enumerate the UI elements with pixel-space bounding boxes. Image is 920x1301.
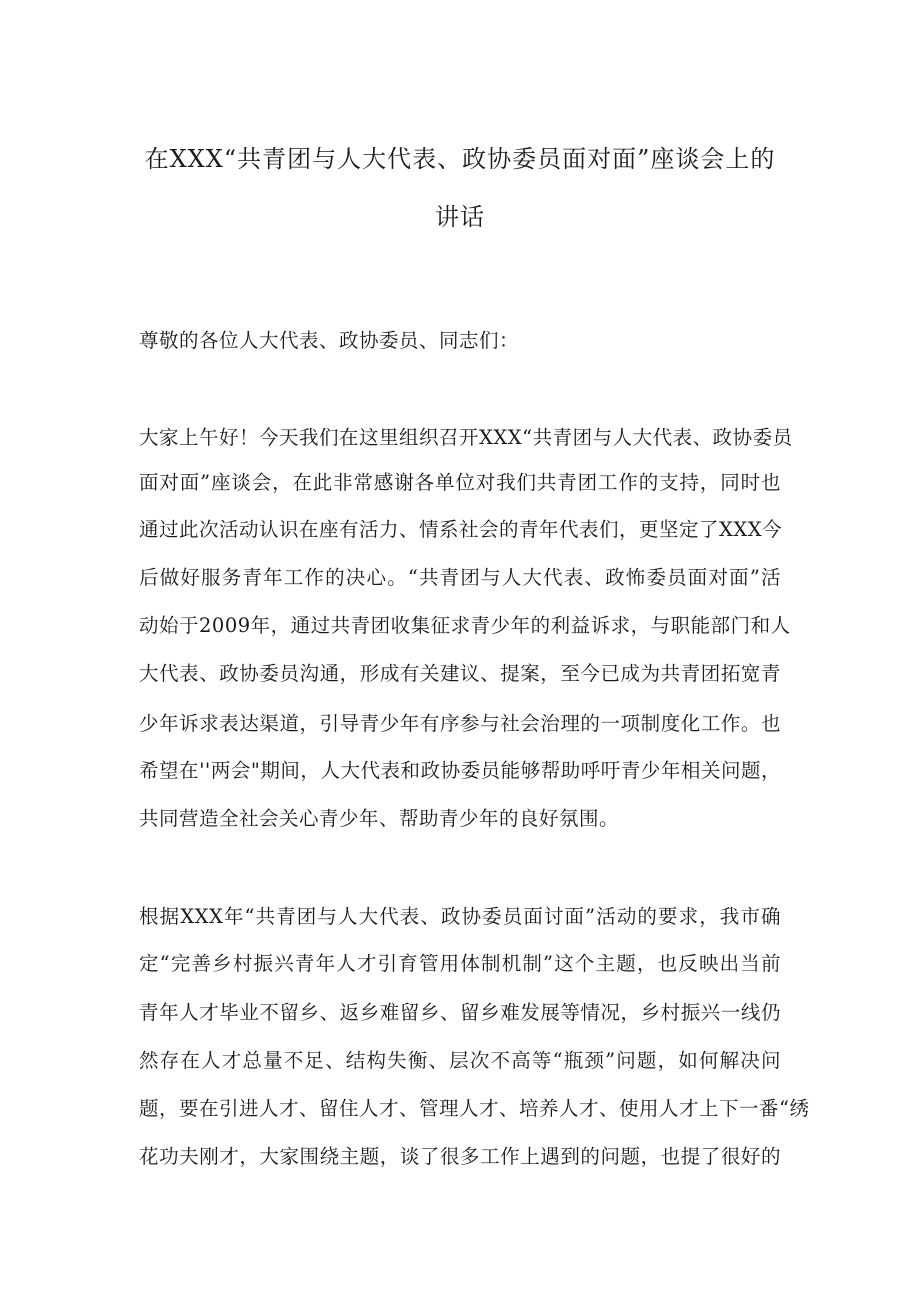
paragraph-1-line: 共同营造全社会关心青少年、帮助青少年的良好氛围。 (139, 807, 620, 830)
paragraph-2-line: 然存在人才总量不足、结构失衡、层次不高等“瓶颈”问题，如何解决问 (139, 1049, 781, 1072)
paragraph-1-line: 希望在''两会"期间，人大代表和政协委员能够帮助呼吁青少年相关问题， (139, 759, 781, 782)
paragraph-1-line: 后做好服务青年工作的决心。“共青团与人大代表、政怖委员面对面”活 (139, 566, 781, 589)
paragraph-2-line: 青年人才毕业不留乡、返乡难留乡、留乡难发展等情况，乡村振兴一线仍 (139, 1001, 781, 1024)
paragraph-1-line: 动始于2009年，通过共青团收集征求青少年的利益诉求，与职能部门和人 (139, 614, 791, 637)
document-title-line-2: 讲话 (435, 203, 485, 231)
document-title-line-1: 在XXX“共青团与人大代表、政协委员面对面”座谈会上的 (144, 145, 776, 173)
paragraph-1-line: 大代表、政协委员沟通，形成有关建议、提案，至今已成为共青团拓宽青 (139, 662, 781, 685)
paragraph-2-line: 定“完善乡村振兴青年人才引育管用体制机制”这个主题，也反映出当前 (139, 952, 781, 975)
paragraph-2-line: 题，要在引进人才、留住人才、管理人才、培养人才、使用人才上下一番“绣 (139, 1097, 810, 1120)
paragraph-1-line: 面对面”座谈会，在此非常感谢各单位对我们共青团工作的支持，同时也 (139, 471, 781, 494)
paragraph-1-line: 大家上午好！今天我们在这里组织召开XXX“共青团与人大代表、政协委员 (139, 426, 793, 449)
salutation: 尊敬的各位人大代表、政协委员、同志们： (139, 329, 520, 352)
paragraph-1-line: 通过此次活动认识在座有活力、情系社会的青年代表们，更坚定了XXX今 (139, 518, 783, 541)
paragraph-2-line: 花功夫刚才，大家围绕主题，谈了很多工作上遇到的问题，也提了很好的 (139, 1145, 781, 1168)
paragraph-1-line: 少年诉求表达渠道，引导青少年有序参与社会治理的一项制度化工作。也 (139, 712, 781, 735)
paragraph-2-line: 根据XXX年“共青团与人大代表、政协委员面讨面”活动的要求，我市确 (139, 905, 781, 928)
